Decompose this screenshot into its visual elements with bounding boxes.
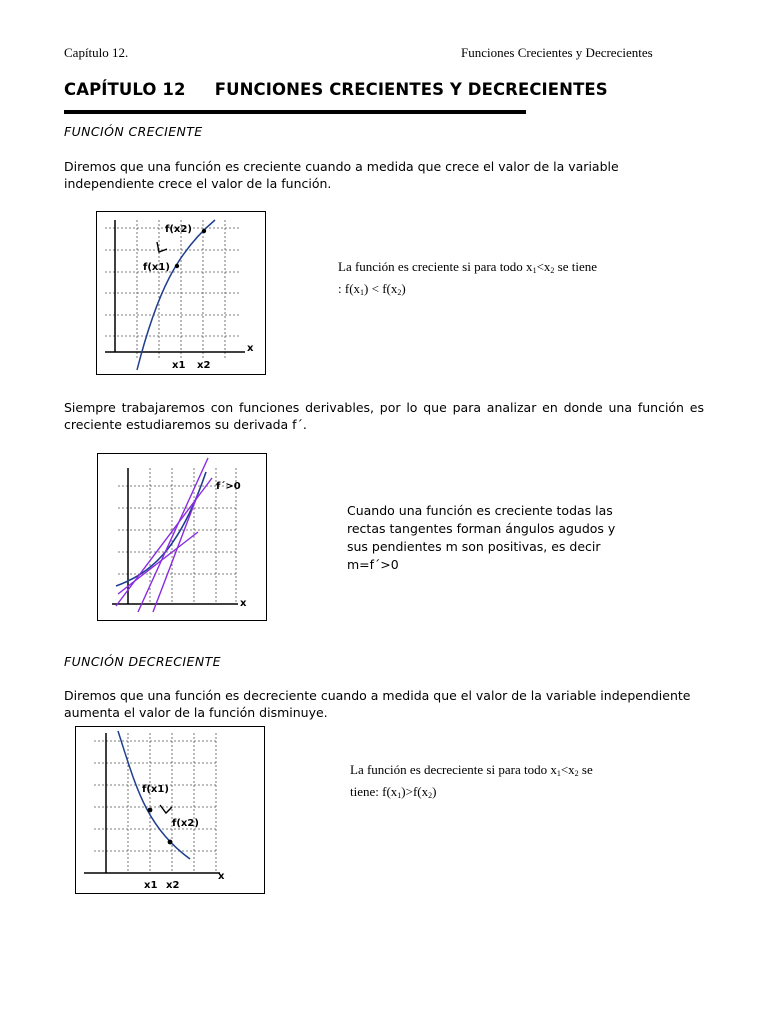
note-creciente [338,258,668,302]
decreasing-function-graph [76,727,264,893]
running-header-left: Capítulo 12. [64,45,129,60]
note-creciente-sub-d: 2 [397,288,402,297]
note-decreciente-line1 [350,761,670,783]
chapter-number: CAPÍTULO 12 [64,80,186,99]
note-creciente-text-e: ) < f(x [364,281,398,296]
note-creciente-text-f: ) [401,281,406,296]
note-decreciente-line2 [350,783,670,805]
label-x-axis: x [240,598,247,609]
label-fx2: f(x2) [172,818,199,829]
note-decreciente-text-a: La función es decreciente si para todo x [350,762,557,777]
increasing-curve [116,472,206,586]
note-creciente-sub-c: 1 [360,288,365,297]
figure-tangent-lines [97,453,267,621]
point-fx1 [175,264,179,268]
note-decreciente-sub-d: 2 [428,791,433,800]
increasing-function-graph [97,212,265,374]
note-decreciente-sub-a: 1 [556,769,561,778]
label-x2: x2 [166,880,180,891]
note-decreciente-text-d: tiene: f(x [350,784,398,799]
note-decreciente-text-e: )>f(x [401,784,429,799]
label-fx1: f(x1) [142,784,169,795]
point-fx2 [202,229,206,233]
note-tangents: Cuando una función es creciente todas las rectas tangentes forman ángulos agudos y sus pendientes m son positivas, es decir m=f´>0 [347,503,616,572]
note-decreciente-text-f: ) [432,784,437,799]
derivative-paragraph: Siempre trabajaremos con funciones derivables, por lo que para analizar en donde una función es creciente estudiaremos su derivada f´. [64,400,704,432]
point-fx2 [168,840,173,845]
section-heading-creciente: FUNCIÓN CRECIENTE [64,124,203,139]
label-fprime-positive: f´>0 [216,481,241,492]
definition-creciente: Diremos que una función es creciente cuando a medida que crece el valor de la variable independiente crece el valor de la función. [64,159,619,191]
tangent-line [116,478,212,606]
check-mark [160,805,172,813]
grid-lines [105,220,239,358]
decreasing-curve [118,731,190,859]
tangent-line [153,494,198,612]
note-decreciente-text-b: <x [560,762,575,777]
note-creciente-text-a: La función es creciente si para todo x [338,259,533,274]
note-creciente-line2 [338,280,668,302]
note-decreciente [350,761,670,805]
grid-lines [94,733,216,871]
note-decreciente-text-c: se [578,762,593,777]
increasing-curve [137,220,215,370]
label-x-axis: x [247,343,254,354]
note-creciente-line1 [338,258,668,280]
note-creciente-sub-b: 2 [550,266,555,275]
note-creciente-text-b: <x [536,259,551,274]
title-underline [64,110,526,114]
note-decreciente-sub-c: 1 [397,791,402,800]
point-fx1 [148,808,153,813]
chapter-name: FUNCIONES CRECIENTES Y DECRECIENTES [214,80,608,99]
figure-increasing-function [96,211,266,375]
tangent-lines [116,458,212,612]
section-heading-decreciente: FUNCIÓN DECRECIENTE [64,654,221,669]
note-creciente-text-d: : f(x [338,281,361,296]
tangent-lines-graph [98,454,266,620]
definition-decreciente: Diremos que una función es decreciente cuando a medida que el valor de la variable independiente aumenta el valor de la función disminuye. [64,688,691,720]
running-header-right: Funciones Crecientes y Decrecientes [461,45,653,60]
label-x1: x1 [172,360,186,371]
tangent-line [118,532,198,594]
label-fx2: f(x2) [165,224,192,235]
label-x-axis: x [218,871,225,882]
note-creciente-text-c: se tiene [554,259,597,274]
tangent-line [138,458,208,612]
label-fx1: f(x1) [143,262,170,273]
note-decreciente-sub-b: 2 [574,769,579,778]
note-creciente-sub-a: 1 [532,266,537,275]
figure-decreasing-function [75,726,265,894]
check-mark [157,242,167,252]
chapter-title [64,80,608,99]
label-x1: x1 [144,880,158,891]
label-x2: x2 [197,360,211,371]
